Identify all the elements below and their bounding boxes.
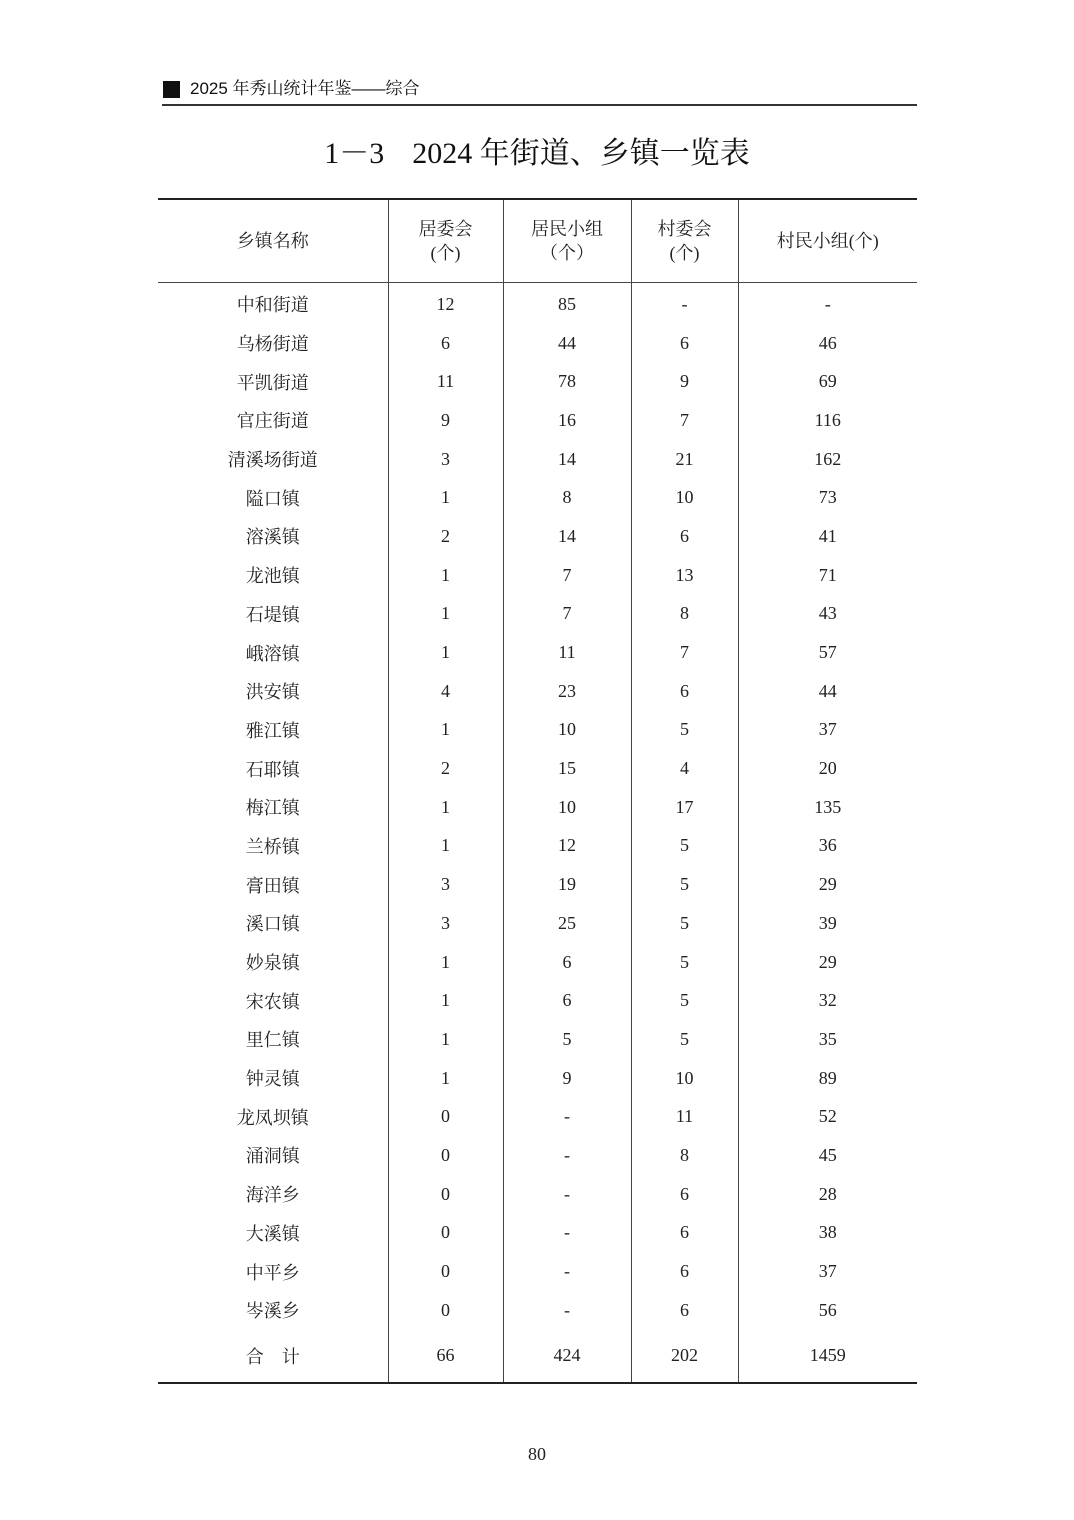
cell-villagers-group: 45	[738, 1136, 917, 1175]
cell-residents-group: 25	[503, 904, 631, 943]
cell-village-committee: 5	[631, 865, 738, 904]
cell-residents-group: 9	[503, 1059, 631, 1098]
table-row	[158, 672, 917, 711]
cell-village-committee: 4	[631, 749, 738, 788]
table-row	[158, 517, 917, 556]
total-residents-committee: 66	[388, 1330, 503, 1383]
cell-residents-committee: 1	[388, 1020, 503, 1059]
cell-township-name: 清溪场街道	[227, 450, 318, 471]
header-residents-committee	[388, 199, 503, 283]
cell-residents-committee: 1	[388, 556, 503, 595]
cell-township-name: 石堤镇	[245, 604, 300, 625]
cell-township-name: 溪口镇	[245, 914, 300, 935]
table-title: 2024 年街道、乡镇一览表	[412, 137, 750, 170]
cell-residents-committee: 1	[388, 478, 503, 517]
cell-residents-group: 19	[503, 865, 631, 904]
cell-residents-group: 12	[503, 827, 631, 866]
cell-township-name: 中平乡	[245, 1262, 300, 1283]
table-row	[158, 904, 917, 943]
running-head-text: 2025 年秀山统计年鉴——综合	[190, 79, 420, 98]
cell-residents-committee: 0	[388, 1252, 503, 1291]
cell-residents-committee: 1	[388, 981, 503, 1020]
table-row	[158, 283, 917, 324]
cell-residents-committee: 2	[388, 749, 503, 788]
cell-villagers-group: 20	[738, 749, 917, 788]
cell-township-name: 乌杨街道	[236, 334, 309, 355]
cell-residents-group: 85	[503, 283, 631, 324]
cell-villagers-group: 37	[738, 1252, 917, 1291]
cell-village-committee: 6	[631, 517, 738, 556]
cell-village-committee: 5	[631, 904, 738, 943]
cell-villagers-group: 46	[738, 324, 917, 363]
page-number: 80	[528, 1444, 546, 1464]
cell-village-committee: 7	[631, 401, 738, 440]
cell-village-committee: 5	[631, 943, 738, 982]
cell-residents-committee: 9	[388, 401, 503, 440]
cell-villagers-group: 44	[738, 672, 917, 711]
cell-villagers-group: 41	[738, 517, 917, 556]
cell-residents-group: 11	[503, 633, 631, 672]
page-title	[0, 132, 1074, 176]
cell-residents-committee: 0	[388, 1214, 503, 1253]
cell-residents-group: 23	[503, 672, 631, 711]
header-township-name	[158, 199, 388, 283]
cell-village-committee: 13	[631, 556, 738, 595]
table-row	[158, 1175, 917, 1214]
cell-village-committee: 6	[631, 324, 738, 363]
cell-township-name: 海洋乡	[245, 1185, 300, 1206]
cell-township-name: 龙凤坝镇	[236, 1107, 309, 1128]
table-row	[158, 1291, 917, 1330]
cell-township-name: 隘口镇	[245, 488, 300, 509]
cell-villagers-group: -	[738, 283, 917, 324]
cell-villagers-group: 38	[738, 1214, 917, 1253]
cell-village-committee: 11	[631, 1097, 738, 1136]
table-row	[158, 440, 917, 479]
table-row	[158, 1252, 917, 1291]
total-village-committee: 202	[631, 1330, 738, 1383]
cell-village-committee: 8	[631, 1136, 738, 1175]
cell-township-name: 龙池镇	[245, 566, 300, 587]
table-row	[158, 943, 917, 982]
cell-residents-committee: 0	[388, 1097, 503, 1136]
cell-villagers-group: 52	[738, 1097, 917, 1136]
running-head	[162, 78, 917, 106]
table-row	[158, 788, 917, 827]
cell-residents-group: 7	[503, 556, 631, 595]
cell-township-name: 雅江镇	[245, 720, 300, 741]
header-line: 村委会	[657, 219, 712, 239]
cell-village-committee: 5	[631, 711, 738, 750]
header-unit: (个)	[430, 243, 461, 263]
cell-residents-committee: 12	[388, 283, 503, 324]
cell-village-committee: 6	[631, 1291, 738, 1330]
cell-township-name: 钟灵镇	[245, 1069, 300, 1090]
cell-residents-group: 78	[503, 362, 631, 401]
cell-township-name: 峨溶镇	[245, 643, 300, 664]
cell-township-name: 洪安镇	[245, 682, 300, 703]
cell-villagers-group: 69	[738, 362, 917, 401]
table-row	[158, 1020, 917, 1059]
cell-villagers-group: 32	[738, 981, 917, 1020]
cell-village-committee: 21	[631, 440, 738, 479]
header-row	[158, 199, 917, 283]
cell-residents-committee: 1	[388, 788, 503, 827]
cell-village-committee: 8	[631, 595, 738, 634]
cell-residents-committee: 6	[388, 324, 503, 363]
cell-village-committee: 6	[631, 1214, 738, 1253]
table-number: 1－3	[324, 137, 385, 170]
table-row	[158, 478, 917, 517]
cell-residents-group: -	[503, 1175, 631, 1214]
cell-residents-group: -	[503, 1252, 631, 1291]
cell-township-name: 大溪镇	[245, 1223, 300, 1244]
cell-residents-committee: 3	[388, 865, 503, 904]
cell-village-committee: 5	[631, 827, 738, 866]
cell-residents-committee: 4	[388, 672, 503, 711]
cell-villagers-group: 39	[738, 904, 917, 943]
cell-village-committee: 10	[631, 478, 738, 517]
cell-villagers-group: 73	[738, 478, 917, 517]
cell-residents-committee: 1	[388, 943, 503, 982]
cell-villagers-group: 56	[738, 1291, 917, 1330]
cell-residents-group: -	[503, 1136, 631, 1175]
table-row	[158, 633, 917, 672]
table-row	[158, 595, 917, 634]
cell-township-name: 石耶镇	[245, 759, 300, 780]
cell-township-name: 妙泉镇	[245, 953, 300, 974]
total-row	[158, 1330, 917, 1383]
cell-village-committee: -	[631, 283, 738, 324]
township-table	[158, 198, 917, 1384]
cell-residents-committee: 0	[388, 1136, 503, 1175]
cell-residents-group: 10	[503, 788, 631, 827]
cell-township-name: 兰桥镇	[245, 836, 300, 857]
cell-residents-group: -	[503, 1291, 631, 1330]
cell-residents-committee: 11	[388, 362, 503, 401]
cell-residents-committee: 1	[388, 1059, 503, 1098]
cell-residents-committee: 1	[388, 633, 503, 672]
cell-villagers-group: 135	[738, 788, 917, 827]
cell-residents-committee: 1	[388, 595, 503, 634]
cell-village-committee: 5	[631, 981, 738, 1020]
cell-villagers-group: 35	[738, 1020, 917, 1059]
cell-village-committee: 6	[631, 1175, 738, 1214]
cell-villagers-group: 116	[738, 401, 917, 440]
cell-residents-group: -	[503, 1097, 631, 1136]
table-row	[158, 401, 917, 440]
header-unit: (个)	[669, 243, 700, 263]
cell-villagers-group: 29	[738, 943, 917, 982]
header-residents-group	[503, 199, 631, 283]
cell-village-committee: 10	[631, 1059, 738, 1098]
cell-villagers-group: 43	[738, 595, 917, 634]
cell-residents-group: 14	[503, 517, 631, 556]
header-line: 乡镇名称	[236, 231, 309, 251]
cell-township-name: 膏田镇	[245, 875, 300, 896]
cell-villagers-group: 36	[738, 827, 917, 866]
cell-villagers-group: 29	[738, 865, 917, 904]
cell-residents-committee: 1	[388, 711, 503, 750]
header-line: 居委会	[418, 219, 473, 239]
cell-residents-group: 16	[503, 401, 631, 440]
total-residents-group: 424	[503, 1330, 631, 1383]
cell-residents-group: 6	[503, 943, 631, 982]
cell-residents-group: 14	[503, 440, 631, 479]
table-row	[158, 981, 917, 1020]
header-villagers-group	[738, 199, 917, 283]
cell-residents-group: 8	[503, 478, 631, 517]
cell-residents-group: 5	[503, 1020, 631, 1059]
cell-township-name: 梅江镇	[245, 798, 300, 819]
table-row	[158, 362, 917, 401]
cell-residents-group: 7	[503, 595, 631, 634]
cell-residents-group: -	[503, 1214, 631, 1253]
cell-residents-committee: 1	[388, 827, 503, 866]
table-row	[158, 865, 917, 904]
cell-residents-group: 10	[503, 711, 631, 750]
cell-village-committee: 9	[631, 362, 738, 401]
header-village-committee	[631, 199, 738, 283]
cell-township-name: 溶溪镇	[245, 527, 300, 548]
header-line: 村民小组(个)	[776, 231, 879, 251]
table-row	[158, 1097, 917, 1136]
cell-residents-committee: 3	[388, 440, 503, 479]
cell-residents-group: 6	[503, 981, 631, 1020]
cell-villagers-group: 37	[738, 711, 917, 750]
cell-villagers-group: 57	[738, 633, 917, 672]
table-row	[158, 827, 917, 866]
cell-township-name: 岑溪乡	[245, 1301, 300, 1322]
cell-township-name: 平凯街道	[236, 372, 309, 393]
cell-township-name: 宋农镇	[245, 991, 300, 1012]
total-label: 合 计	[245, 1346, 300, 1367]
table-row	[158, 1214, 917, 1253]
cell-villagers-group: 71	[738, 556, 917, 595]
cell-residents-committee: 0	[388, 1291, 503, 1330]
cell-villagers-group: 89	[738, 1059, 917, 1098]
cell-village-committee: 5	[631, 1020, 738, 1059]
cell-village-committee: 7	[631, 633, 738, 672]
header-unit: （个）	[540, 243, 594, 263]
cell-residents-committee: 3	[388, 904, 503, 943]
table-row	[158, 324, 917, 363]
cell-township-name: 涌洞镇	[245, 1146, 300, 1167]
table-row	[158, 1136, 917, 1175]
table-row	[158, 1059, 917, 1098]
cell-township-name: 中和街道	[236, 295, 309, 316]
cell-residents-committee: 2	[388, 517, 503, 556]
square-bullet-icon	[163, 81, 180, 98]
cell-village-committee: 6	[631, 672, 738, 711]
table-row	[158, 711, 917, 750]
cell-residents-committee: 0	[388, 1175, 503, 1214]
cell-villagers-group: 28	[738, 1175, 917, 1214]
cell-township-name: 官庄街道	[236, 411, 309, 432]
cell-village-committee: 17	[631, 788, 738, 827]
total-villagers-group: 1459	[738, 1330, 917, 1383]
table-row	[158, 749, 917, 788]
cell-villagers-group: 162	[738, 440, 917, 479]
cell-township-name: 里仁镇	[245, 1030, 300, 1051]
cell-residents-group: 15	[503, 749, 631, 788]
cell-residents-group: 44	[503, 324, 631, 363]
cell-village-committee: 6	[631, 1252, 738, 1291]
table-row	[158, 556, 917, 595]
header-line: 居民小组	[531, 219, 603, 239]
